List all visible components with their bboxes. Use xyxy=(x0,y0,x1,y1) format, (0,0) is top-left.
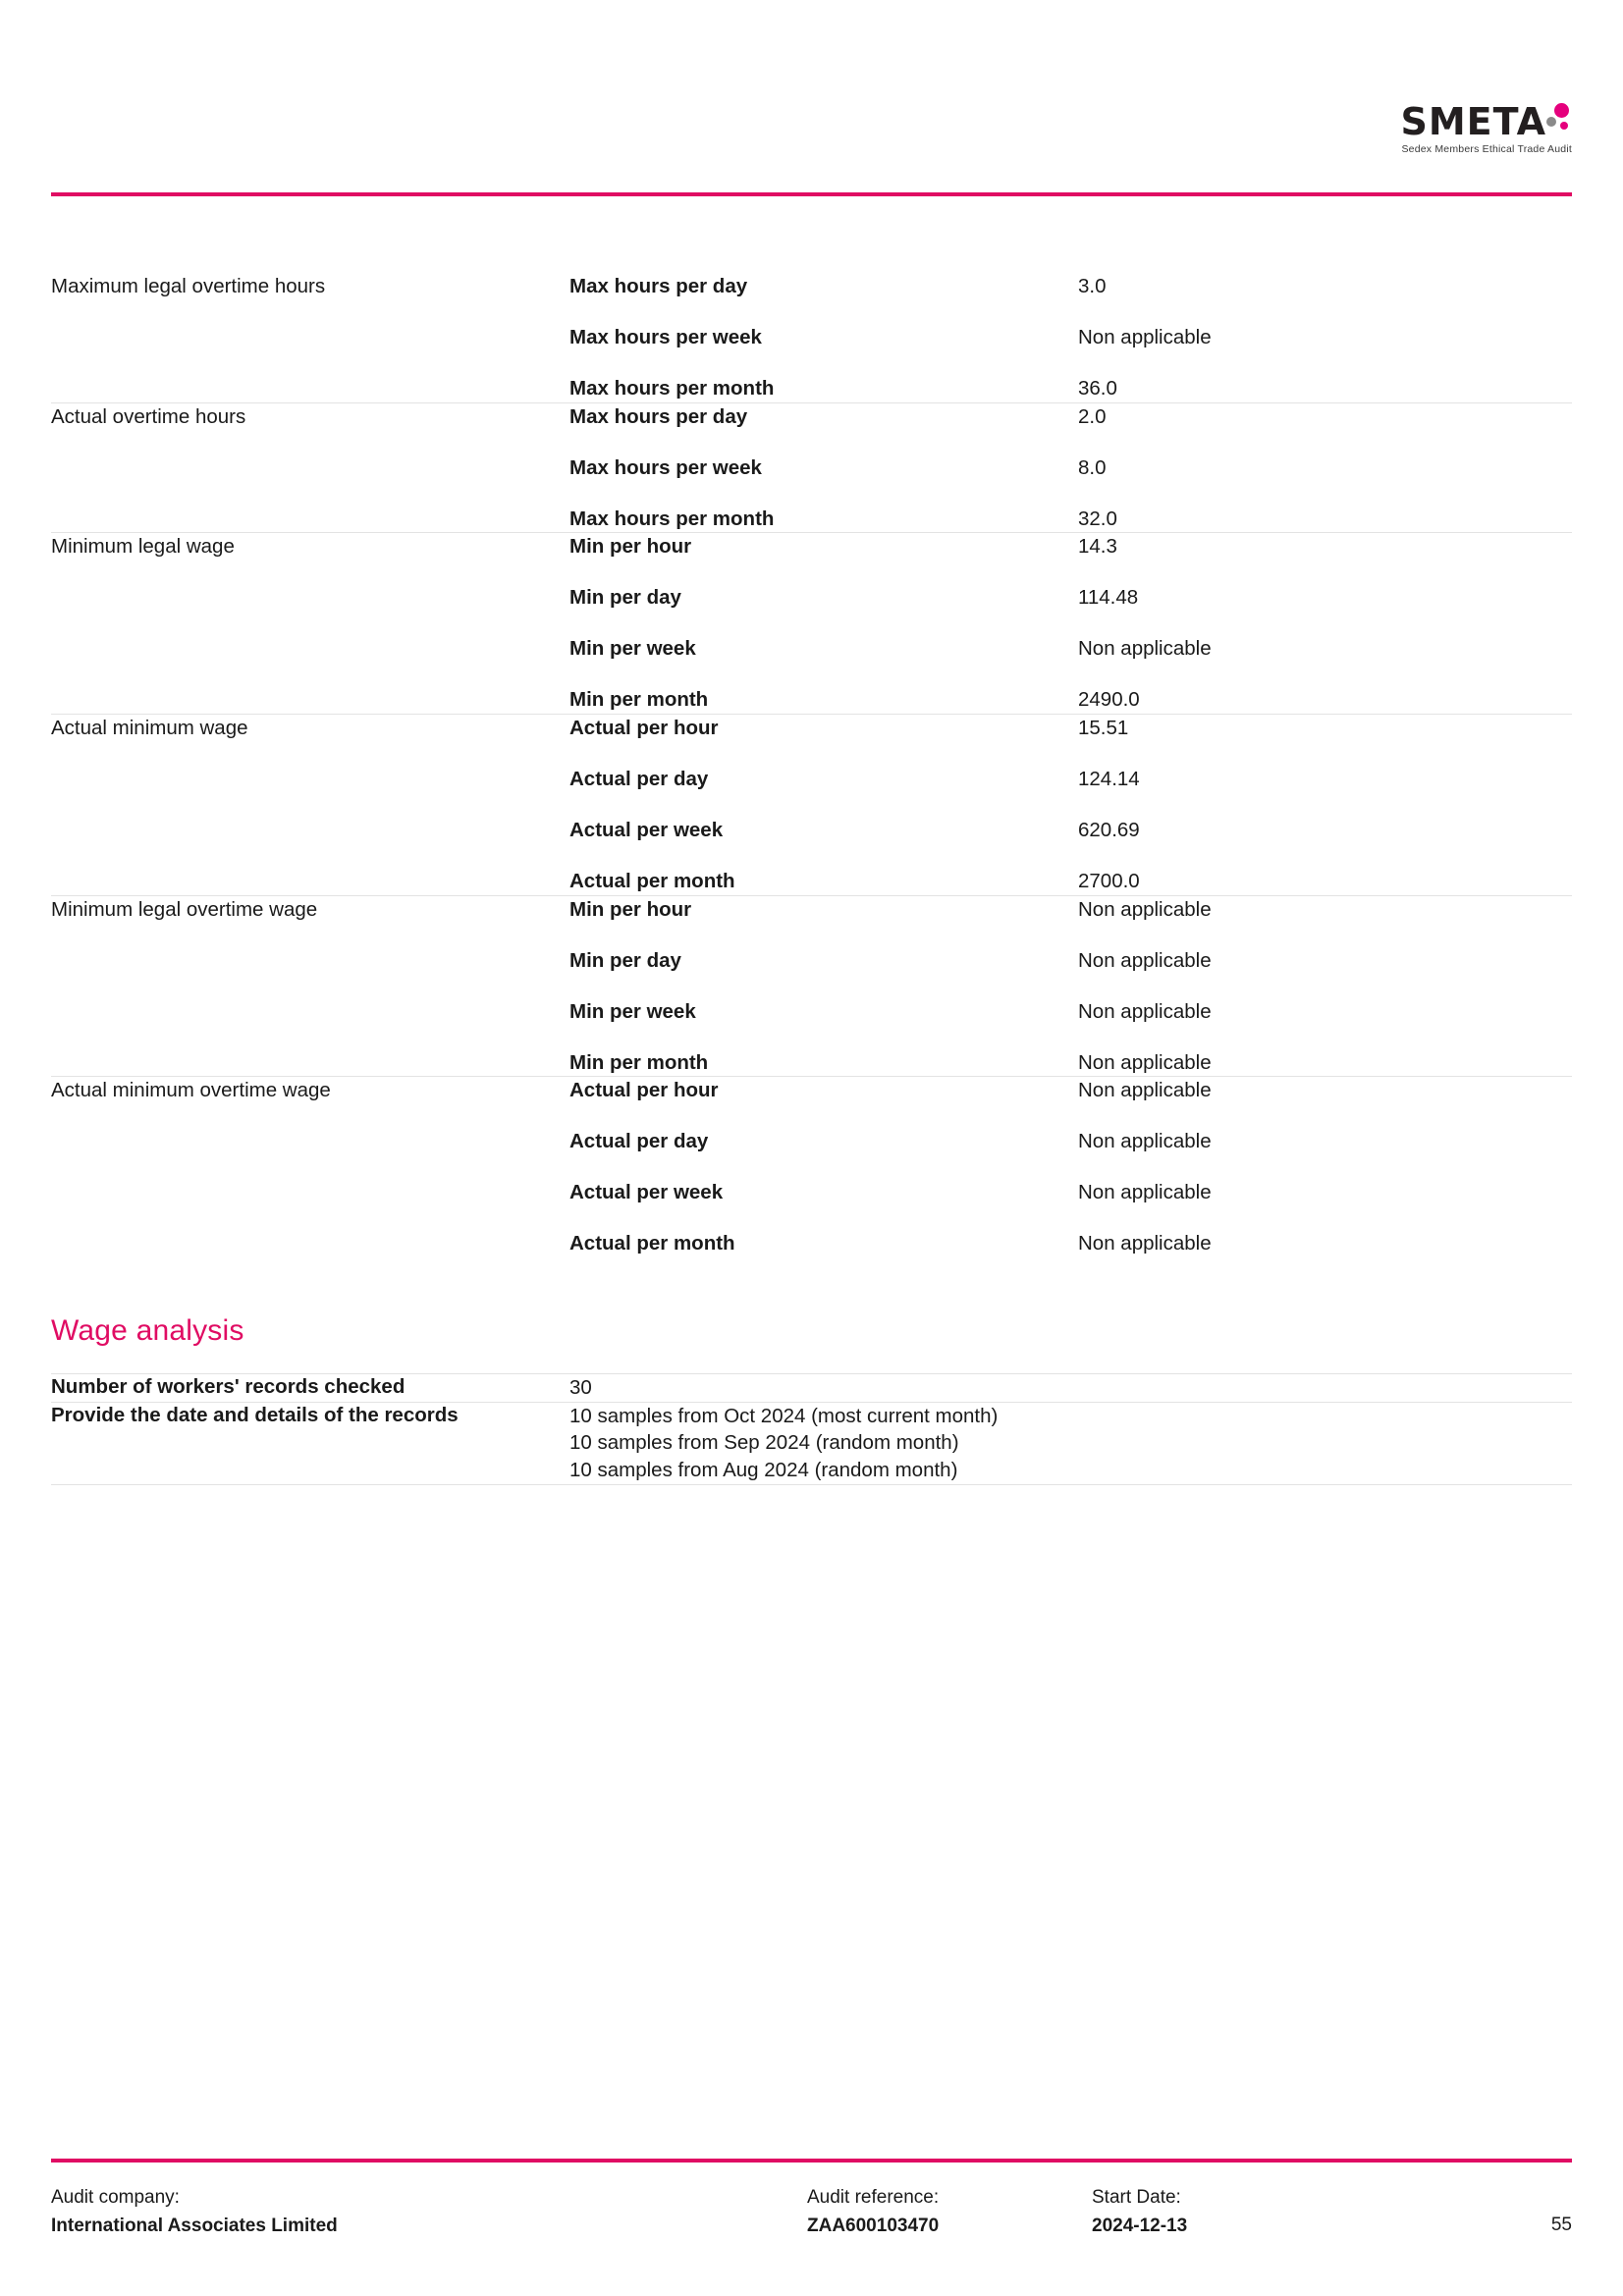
table-row xyxy=(51,715,1572,896)
sub-label: Max hours per week xyxy=(569,455,762,479)
table-row xyxy=(51,1077,1572,1257)
audit-reference-label: Audit reference: xyxy=(807,2187,940,2208)
table-row xyxy=(51,1374,1572,1403)
row-value xyxy=(569,1402,1572,1484)
sub-value: 2490.0 xyxy=(1078,688,1140,712)
start-date-value: 2024-12-13 xyxy=(1092,2215,1188,2236)
row-label: Number of workers' records checked xyxy=(51,1375,406,1399)
sub-label: Min per month xyxy=(569,1050,709,1074)
row-subtitles xyxy=(569,533,1078,715)
page-footer xyxy=(51,2159,1572,2245)
row-label: Minimum legal overtime wage xyxy=(51,897,318,921)
sub-label: Actual per week xyxy=(569,1181,724,1204)
sub-value: 32.0 xyxy=(1078,507,1117,530)
table-row xyxy=(51,273,1572,402)
sub-label: Actual per day xyxy=(569,768,709,791)
sub-label: Actual per hour xyxy=(569,1079,719,1102)
row-subtitles xyxy=(569,402,1078,533)
row-label: Maximum legal overtime hours xyxy=(51,275,326,297)
row-label: Minimum legal wage xyxy=(51,535,235,559)
row-subtitles xyxy=(569,273,1078,402)
sub-value: 3.0 xyxy=(1078,275,1107,297)
sub-value: Non applicable xyxy=(1078,1050,1212,1074)
sub-label: Min per month xyxy=(569,688,709,712)
sub-value: 36.0 xyxy=(1078,377,1117,400)
sub-label: Actual per week xyxy=(569,819,724,842)
page-number: 55 xyxy=(1550,2215,1572,2235)
logo-wordmark xyxy=(1400,100,1572,143)
page-header xyxy=(51,0,1572,196)
overtime-wage-table xyxy=(51,273,1572,1257)
section-title-wage-analysis: Wage analysis xyxy=(51,1314,244,1348)
table-row-spacer xyxy=(51,1484,1572,1544)
value-line: 10 samples from Sep 2024 (random month) xyxy=(569,1431,959,1455)
audit-reference-value: ZAA600103470 xyxy=(807,2215,940,2236)
sub-value: 2700.0 xyxy=(1078,870,1140,893)
sub-label: Min per week xyxy=(569,637,696,661)
value-line: 10 samples from Aug 2024 (random month) xyxy=(569,1459,958,1482)
sub-value: Non applicable xyxy=(1078,1130,1212,1153)
sub-value: Non applicable xyxy=(1078,1079,1212,1102)
sub-value: Non applicable xyxy=(1078,326,1212,348)
sub-label: Max hours per day xyxy=(569,404,748,428)
footer-start-date xyxy=(1092,2184,1187,2240)
logo-subtitle: Sedex Members Ethical Trade Audit xyxy=(1401,143,1572,155)
sub-label: Min per hour xyxy=(569,535,692,559)
value-line: 10 samples from Oct 2024 (most current month) xyxy=(569,1404,999,1427)
sub-label: Max hours per day xyxy=(569,275,748,297)
sub-value: 620.69 xyxy=(1078,819,1140,842)
sub-label: Max hours per month xyxy=(569,377,775,400)
row-value xyxy=(569,1374,1572,1403)
row-values xyxy=(1078,533,1572,715)
table-row xyxy=(51,402,1572,533)
audit-company-value: International Associates Limited xyxy=(51,2215,338,2236)
sub-value: Non applicable xyxy=(1078,897,1212,921)
start-date-label: Start Date: xyxy=(1092,2187,1181,2208)
row-label: Actual minimum wage xyxy=(51,717,248,740)
sub-value: 14.3 xyxy=(1078,535,1117,559)
sub-label: Min per hour xyxy=(569,897,692,921)
sub-value: 8.0 xyxy=(1078,455,1107,479)
row-values xyxy=(1078,715,1572,896)
audit-company-label: Audit company: xyxy=(51,2187,180,2208)
row-subtitles xyxy=(569,715,1078,896)
row-subtitles xyxy=(569,1077,1078,1257)
sub-label: Max hours per month xyxy=(569,507,775,530)
row-values xyxy=(1078,402,1572,533)
sub-value: 2.0 xyxy=(1078,404,1107,428)
sub-value: 15.51 xyxy=(1078,717,1129,740)
row-label: Actual minimum overtime wage xyxy=(51,1079,331,1102)
value-line: 30 xyxy=(569,1376,592,1400)
sub-value: 114.48 xyxy=(1078,586,1139,610)
wage-analysis-table xyxy=(51,1373,1572,1544)
footer-audit-company xyxy=(51,2184,338,2240)
sub-value: Non applicable xyxy=(1078,1232,1212,1255)
footer-audit-reference xyxy=(807,2184,939,2240)
sub-label: Max hours per week xyxy=(569,326,762,348)
sub-value: 124.14 xyxy=(1078,768,1140,791)
sub-value: Non applicable xyxy=(1078,948,1212,972)
table-bottom-divider xyxy=(51,1484,1572,1544)
sub-label: Actual per hour xyxy=(569,717,719,740)
sub-label: Actual per month xyxy=(569,870,735,893)
table-row xyxy=(51,895,1572,1077)
sub-label: Min per day xyxy=(569,948,681,972)
row-subtitles xyxy=(569,895,1078,1077)
row-label: Provide the date and details of the records xyxy=(51,1403,459,1426)
sub-label: Actual per month xyxy=(569,1232,735,1255)
sub-label: Actual per day xyxy=(569,1130,709,1153)
sub-label: Min per week xyxy=(569,999,696,1023)
sub-value: Non applicable xyxy=(1078,1181,1212,1204)
header-divider xyxy=(51,192,1572,196)
sub-value: Non applicable xyxy=(1078,999,1212,1023)
logo-text: SMETA xyxy=(1400,100,1546,143)
row-values xyxy=(1078,1077,1572,1257)
row-values xyxy=(1078,273,1572,402)
footer-divider xyxy=(51,2159,1572,2163)
sub-value: Non applicable xyxy=(1078,637,1212,661)
smeta-logo xyxy=(1400,100,1572,155)
table-row xyxy=(51,533,1572,715)
logo-dots-icon xyxy=(1546,103,1572,133)
row-label: Actual overtime hours xyxy=(51,404,246,428)
table-row xyxy=(51,1402,1572,1484)
sub-label: Min per day xyxy=(569,586,681,610)
row-values xyxy=(1078,895,1572,1077)
